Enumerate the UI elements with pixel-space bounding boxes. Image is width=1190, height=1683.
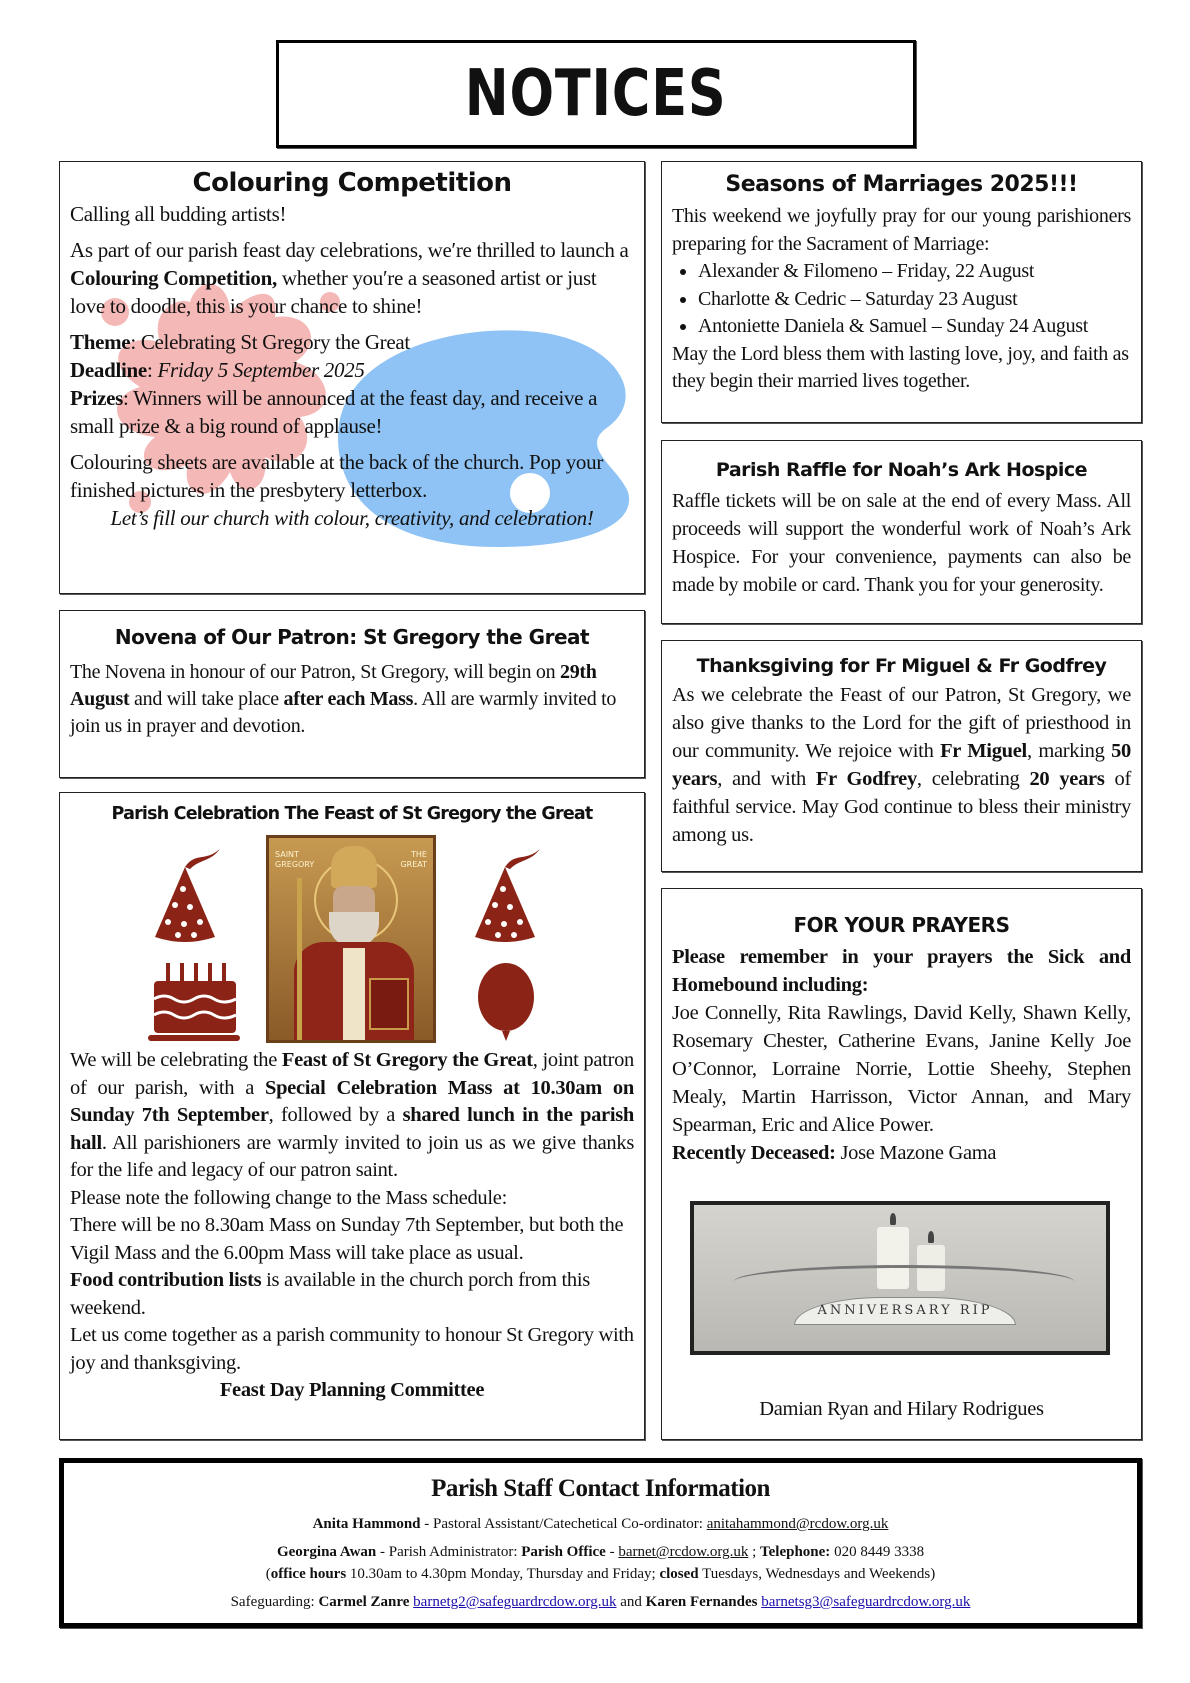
- list-item: • Alexander & Filomeno – Friday, 22 August: [698, 258, 1131, 286]
- colouring-competition-section: [59, 161, 645, 594]
- anniversary-names: Damian Ryan and Hilary Rodrigues: [759, 1398, 1044, 1420]
- feast-heading: Parish Celebration The Feast of St Gregory the Great: [111, 804, 593, 824]
- feast-section: [59, 792, 645, 1440]
- contact-anita: Anita Hammond - Pastoral Assistant/Catechetical Co-ordinator: anitahammond@rcdow.org.uk: [312, 1516, 889, 1532]
- raffle-heading: Parish Raffle for Noah’s Ark Hospice: [715, 459, 1088, 481]
- prayers-body: [672, 943, 1131, 1167]
- prayers-sick-list: Joe Connelly, Rita Rawlings, David Kelly, Shawn Kelly, Rosemary Chester, Catherine Evans, Janine Kelly Joe O’Connor, Lorraine Norrie, Lottie Sheehy, Stephen Mealy, Martin Harrisson, Victor Annan, and Mary Spearman, Eric and Alice Power.: [672, 1002, 1131, 1136]
- feast-schedule-note: Please note the following change to the Mass schedule:: [70, 1186, 507, 1209]
- feast-illustrations: [66, 835, 638, 1047]
- marriages-body: [672, 203, 1131, 396]
- thanksgiving-body: As we celebrate the Feast of our Patron, St Gregory, we also give thanks to the Lord for the gift of priesthood in our community. We rejoice with Fr Miguel, marking 50 years, and with Fr Godfrey, celebrating 20 years of faithful service. May God continue to bless their ministry among us.: [672, 684, 1131, 846]
- colouring-heading: Colouring Competition: [192, 168, 512, 198]
- raffle-section: [661, 440, 1142, 624]
- feast-invitation: Let us come together as a parish community to honour St Gregory with joy and thanksgiving.: [70, 1324, 634, 1374]
- safeguarding-email-link-2[interactable]: barnetsg3@safeguardrcdow.org.uk: [761, 1594, 971, 1610]
- contact-body: [74, 1513, 1127, 1613]
- feast-body: [66, 1047, 638, 1405]
- prayers-heading: FOR YOUR PRAYERS: [793, 913, 1010, 937]
- colouring-deadline: Deadline: Friday 5 September 2025: [70, 358, 365, 382]
- notices-title-box: [276, 40, 916, 148]
- colouring-closing: Let’s fill our church with colour, creativity, and celebration!: [110, 506, 594, 530]
- feast-food-lists: Food contribution lists is available in the church porch from this weekend.: [70, 1269, 590, 1319]
- contact-georgina: Georgina Awan - Parish Administrator: Parish Office - barnet@rcdow.org.uk ; Telephone: 020 8449 3338: [276, 1544, 925, 1560]
- balloon-icon: [476, 963, 536, 1045]
- novena-section: [59, 610, 645, 778]
- feast-paragraph: We will be celebrating the Feast of St Gregory the Great, joint patron of our parish, with a Special Celebration Mass at 10.30am on Sunday 7th September, followed by a shared lunch in the parish hall. All parishioners are warmly invited to join us as we give thanks for the life and legacy of our patron saint.: [70, 1049, 635, 1181]
- anniversary-banner: ANNIVERSARY RIP: [794, 1297, 1016, 1325]
- birthday-cake-icon: [148, 955, 240, 1043]
- colouring-prizes: Prizes: Winners will be announced at the feast day, and receive a small prize & a big round of applause!: [70, 386, 598, 438]
- prayers-section: [661, 888, 1142, 1440]
- colouring-body: [70, 200, 634, 532]
- prayers-deceased: Recently Deceased: Jose Mazone Gama: [672, 1142, 997, 1164]
- anniversary-rip-image: [690, 1201, 1110, 1355]
- feast-schedule-change: There will be no 8.30am Mass on Sunday 7th September, but both the Vigil Mass and the 6.00pm Mass will take place as usual.: [70, 1214, 624, 1264]
- thanksgiving-heading: Thanksgiving for Fr Miguel & Fr Godfrey: [696, 655, 1107, 677]
- list-item: • Charlotte & Cedric – Saturday 23 August: [698, 286, 1131, 314]
- prayers-lead: Please remember in your prayers the Sick and Homebound including:: [672, 946, 1131, 996]
- page-title: NOTICES: [465, 57, 727, 131]
- colouring-paragraph: As part of our parish feast day celebrations, we′re thrilled to launch a Colouring Competition, whether you′re a seasoned artist or just love to doodle, this is your chance to shine!: [70, 238, 629, 318]
- colouring-sheets-info: Colouring sheets are available at the back of the church. Pop your finished pictures in the presbytery letterbox.: [70, 450, 604, 502]
- colouring-intro: Calling all budding artists!: [70, 202, 287, 226]
- party-hat-right-icon: [470, 847, 540, 947]
- novena-body: The Novena in honour of our Patron, St Gregory, will begin on 29th August and will take place after each Mass. All are warmly invited to join us in prayer and devotion.: [70, 661, 617, 737]
- contact-office-hours: (office hours 10.30am to 4.30pm Monday, Thursday and Friday; closed Tuesdays, Wednesdays and Weekends): [265, 1566, 936, 1582]
- marriages-section: [661, 161, 1142, 423]
- contact-section: [59, 1458, 1142, 1628]
- safeguarding-email-link-1[interactable]: barnetg2@safeguardrcdow.org.uk: [413, 1594, 617, 1610]
- thanksgiving-section: [661, 640, 1142, 872]
- marriages-closing: May the Lord bless them with lasting love, joy, and faith as they begin their married lives together.: [672, 342, 1129, 392]
- anita-email-link[interactable]: anitahammond@rcdow.org.uk: [706, 1516, 889, 1532]
- list-item: • Antoniette Daniela & Samuel – Sunday 24 August: [698, 313, 1131, 341]
- colouring-theme: Theme: Celebrating St Gregory the Great: [70, 330, 410, 354]
- raffle-body: Raffle tickets will be on sale at the end of every Mass. All proceeds will support the wonderful work of Noah’s Ark Hospice. For your convenience, payments can also be made by mobile or card. Thank you for your generosity.: [672, 490, 1131, 596]
- marriages-intro: This weekend we joyfully pray for our young parishioners preparing for the Sacrament of Marriage:: [672, 205, 1131, 255]
- office-email-link[interactable]: barnet@rcdow.org.uk: [618, 1544, 749, 1560]
- marriages-heading: Seasons of Marriages 2025!!!: [725, 172, 1078, 197]
- st-gregory-icon-image: SAINT GREGORY THE GREAT: [266, 835, 436, 1043]
- novena-heading: Novena of Our Patron: St Gregory the Great: [114, 625, 590, 649]
- contact-heading: Parish Staff Contact Information: [431, 1475, 770, 1502]
- contact-safeguarding: Safeguarding: Carmel Zanre barnetg2@safeguardrcdow.org.uk and Karen Fernandes barnetsg3@safeguardrcdow.org.uk: [230, 1594, 971, 1610]
- party-hat-left-icon: [150, 847, 220, 947]
- feast-signature: Feast Day Planning Committee: [219, 1379, 485, 1401]
- marriages-couples-list: [672, 258, 1131, 341]
